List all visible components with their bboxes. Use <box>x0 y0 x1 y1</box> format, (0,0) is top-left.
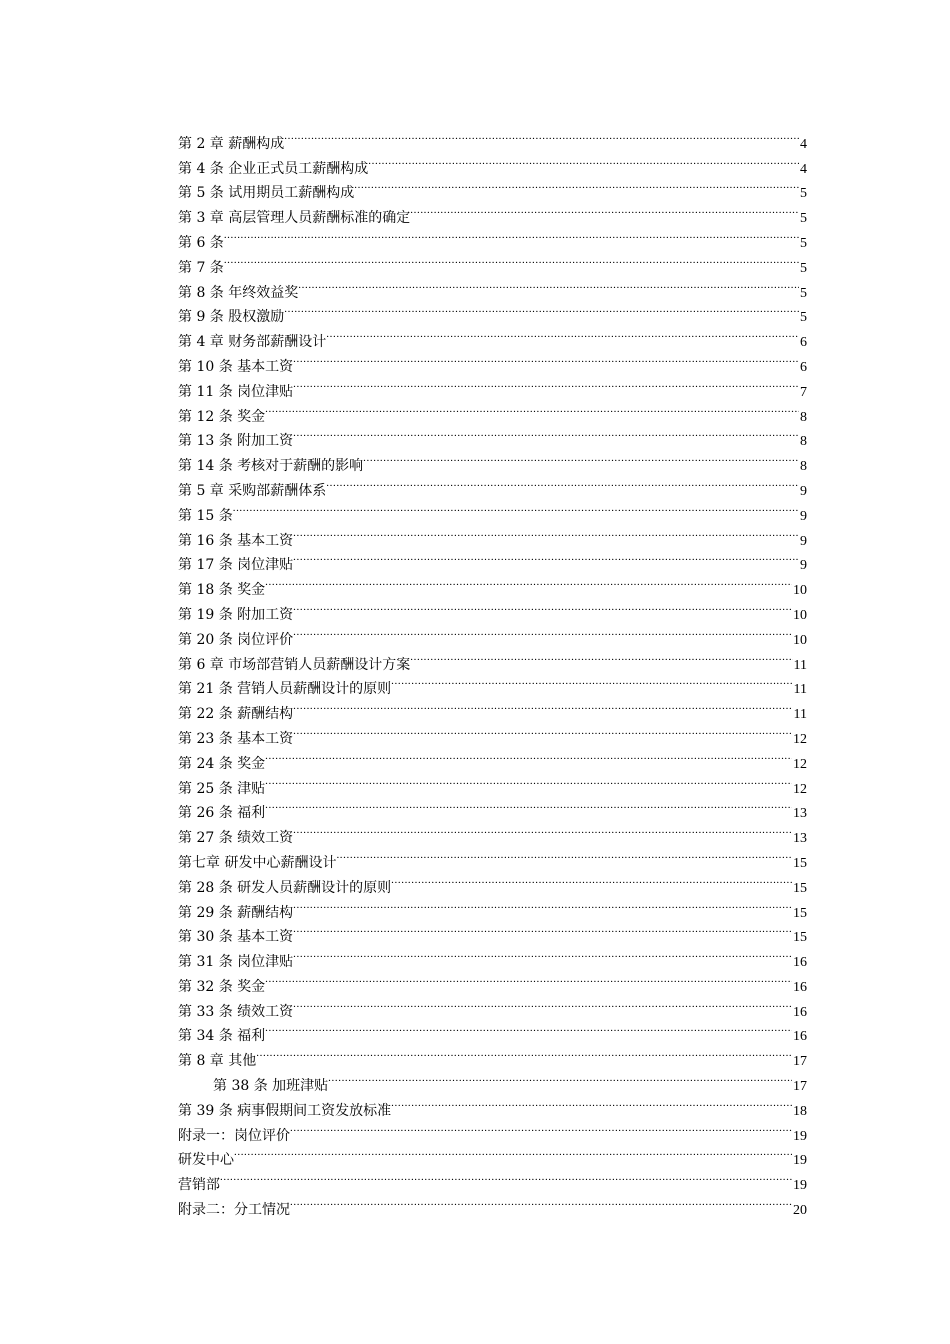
toc-entry[interactable] <box>178 396 807 425</box>
toc-entry-title: 第 25 条 津贴 <box>178 780 266 797</box>
toc-dot-leader <box>284 123 799 148</box>
toc-entry-page-number: 17 <box>793 1054 807 1070</box>
toc-dot-leader <box>391 1090 792 1115</box>
toc-entry-page-number: 5 <box>800 310 807 326</box>
toc-dot-leader <box>293 346 799 371</box>
toc-dot-leader <box>298 272 799 297</box>
toc-dot-leader <box>293 594 792 619</box>
toc-entry[interactable] <box>178 123 807 152</box>
toc-entry-page-number: 9 <box>800 533 807 549</box>
toc-entry-page-number: 17 <box>793 1079 807 1095</box>
toc-dot-leader <box>293 520 799 545</box>
toc-entry[interactable] <box>178 272 807 301</box>
toc-entry-title: 第 2 章 薪酬构成 <box>178 135 285 152</box>
toc-dot-leader <box>293 693 792 718</box>
toc-entry-page-number: 12 <box>793 781 807 797</box>
toc-entry-page-number: 19 <box>793 1178 807 1194</box>
toc-entry-page-number: 12 <box>793 731 807 747</box>
toc-dot-leader <box>256 1040 792 1065</box>
toc-entry-title: 第 8 条 年终效益奖 <box>178 284 299 301</box>
toc-entry[interactable] <box>178 768 807 797</box>
toc-entry[interactable] <box>178 569 807 599</box>
toc-entry-title: 第 15 条 <box>178 507 233 524</box>
toc-dot-leader <box>293 718 792 743</box>
toc-entry-page-number: 19 <box>793 1153 807 1169</box>
toc-entry-page-number: 5 <box>800 285 807 301</box>
toc-entry-page-number: 4 <box>800 161 807 177</box>
toc-dot-leader <box>336 842 792 867</box>
toc-entry-title: 第 12 条 奖金 <box>178 408 266 425</box>
toc-entry-title: 第 38 条 加班津贴 <box>213 1078 329 1095</box>
toc-entry-page-number: 5 <box>800 186 807 202</box>
toc-entry[interactable] <box>178 966 807 995</box>
toc-entry-title: 第 10 条 基本工资 <box>178 358 294 375</box>
table-of-contents <box>178 123 807 1219</box>
toc-entry-page-number: 11 <box>793 682 807 698</box>
toc-dot-leader <box>220 1164 792 1189</box>
toc-entry-page-number: 4 <box>800 136 807 152</box>
toc-entry-title: 第 16 条 基本工资 <box>178 532 294 549</box>
toc-dot-leader <box>293 892 792 917</box>
toc-dot-leader <box>265 743 792 768</box>
toc-entry[interactable] <box>178 1140 807 1169</box>
toc-entry-title: 第 26 条 福利 <box>178 805 266 822</box>
toc-entry-title: 第 4 章 财务部薪酬设计 <box>178 334 327 351</box>
toc-entry-page-number: 20 <box>793 1203 807 1219</box>
toc-entry-page-number: 8 <box>800 434 807 450</box>
toc-entry-page-number: 5 <box>800 235 807 251</box>
toc-dot-leader <box>265 768 792 793</box>
toc-dot-leader <box>293 371 799 396</box>
toc-entry-title: 第 34 条 福利 <box>178 1028 266 1045</box>
toc-entry[interactable] <box>178 594 807 623</box>
toc-entry[interactable] <box>178 222 807 251</box>
toc-dot-leader <box>293 421 799 446</box>
toc-entry[interactable] <box>178 1065 807 1095</box>
toc-dot-leader <box>265 793 792 818</box>
toc-dot-leader <box>326 321 799 346</box>
toc-entry-page-number: 10 <box>793 583 807 599</box>
toc-dot-leader <box>224 247 799 272</box>
toc-entry-page-number: 13 <box>793 806 807 822</box>
toc-entry-page-number: 6 <box>800 359 807 375</box>
toc-entry-page-number: 11 <box>793 657 807 673</box>
toc-entry-page-number: 6 <box>800 335 807 351</box>
toc-entry-title: 第 20 条 岗位评价 <box>178 631 294 648</box>
toc-entry-title: 第 28 条 研发人员薪酬设计的原则 <box>178 879 392 896</box>
toc-entry-page-number: 10 <box>793 632 807 648</box>
toc-dot-leader <box>265 966 792 991</box>
toc-dot-leader <box>290 1115 792 1140</box>
toc-entry-title: 附录一：岗位评价 <box>178 1127 290 1144</box>
toc-entry[interactable] <box>178 1016 807 1045</box>
toc-entry-page-number: 10 <box>793 607 807 623</box>
toc-dot-leader <box>233 495 799 520</box>
toc-dot-leader <box>391 669 792 694</box>
toc-entry-page-number: 16 <box>793 1004 807 1020</box>
toc-entry-page-number: 11 <box>793 707 807 723</box>
toc-entry-page-number: 8 <box>800 409 807 425</box>
toc-entry-title: 第 8 章 其他 <box>178 1053 257 1070</box>
toc-entry-title: 第 21 条 营销人员薪酬设计的原则 <box>178 681 392 698</box>
toc-entry[interactable] <box>178 1040 807 1070</box>
toc-entry-title: 附录二：分工情况 <box>178 1202 290 1219</box>
toc-entry-title: 第 18 条 奖金 <box>178 582 266 599</box>
toc-entry-title: 第 23 条 基本工资 <box>178 730 294 747</box>
toc-dot-leader <box>293 917 792 942</box>
toc-entry-title: 第七章 研发中心薪酬设计 <box>178 854 337 871</box>
toc-entry-page-number: 8 <box>800 459 807 475</box>
toc-entry-title: 第 30 条 基本工资 <box>178 929 294 946</box>
toc-entry-page-number: 9 <box>800 558 807 574</box>
toc-dot-leader <box>293 817 792 842</box>
toc-entry-title: 第 22 条 薪酬结构 <box>178 706 294 723</box>
toc-dot-leader <box>328 1065 792 1090</box>
toc-entry-title: 第 5 条 试用期员工薪酬构成 <box>178 185 355 202</box>
toc-entry-title: 第 17 条 岗位津贴 <box>178 557 294 574</box>
toc-entry-page-number: 18 <box>793 1103 807 1119</box>
toc-entry-page-number: 5 <box>800 260 807 276</box>
toc-dot-leader <box>224 222 799 247</box>
toc-entry[interactable] <box>178 1189 807 1219</box>
toc-entry-title: 第 29 条 薪酬结构 <box>178 904 294 921</box>
toc-dot-leader <box>410 644 792 669</box>
toc-entry-page-number: 5 <box>800 211 807 227</box>
toc-entry-page-number: 15 <box>793 855 807 871</box>
toc-dot-leader <box>265 396 799 421</box>
toc-entry-page-number: 19 <box>793 1128 807 1144</box>
toc-dot-leader <box>410 197 799 222</box>
toc-dot-leader <box>368 148 799 173</box>
toc-entry-title: 第 11 条 岗位津贴 <box>178 383 294 400</box>
toc-entry-title: 第 4 条 企业正式员工薪酬构成 <box>178 160 369 177</box>
toc-entry[interactable] <box>178 247 807 276</box>
toc-entry-page-number: 15 <box>793 930 807 946</box>
toc-dot-leader <box>326 470 799 495</box>
toc-entry-page-number: 15 <box>793 905 807 921</box>
toc-entry[interactable] <box>178 743 807 772</box>
toc-entry[interactable] <box>178 495 807 524</box>
toc-entry-title: 第 27 条 绩效工资 <box>178 830 294 847</box>
toc-entry-page-number: 12 <box>793 756 807 772</box>
toc-entry-title: 第 9 条 股权激励 <box>178 309 285 326</box>
toc-entry-title: 第 5 章 采购部薪酬体系 <box>178 482 327 499</box>
toc-entry[interactable] <box>178 793 807 822</box>
toc-dot-leader <box>363 445 799 470</box>
toc-entry-title: 第 33 条 绩效工资 <box>178 1003 294 1020</box>
toc-entry[interactable] <box>178 991 807 1020</box>
toc-entry-page-number: 9 <box>800 508 807 524</box>
toc-entry-page-number: 7 <box>800 384 807 400</box>
toc-entry-title: 第 31 条 岗位津贴 <box>178 954 294 971</box>
toc-entry-title: 第 14 条 考核对于薪酬的影响 <box>178 458 364 475</box>
toc-entry-title: 第 19 条 附加工资 <box>178 606 294 623</box>
toc-dot-leader <box>293 545 799 570</box>
toc-entry-title: 第 6 条 <box>178 234 224 251</box>
toc-entry[interactable] <box>178 817 807 847</box>
toc-dot-leader <box>293 619 792 644</box>
toc-entry-title: 营销部 <box>178 1177 220 1194</box>
toc-entry-title: 第 7 条 <box>178 259 224 276</box>
toc-dot-leader <box>391 867 792 892</box>
toc-dot-leader <box>284 297 799 322</box>
toc-dot-leader <box>354 173 799 198</box>
toc-entry[interactable] <box>178 421 807 450</box>
toc-entry-page-number: 16 <box>793 1029 807 1045</box>
toc-entry-page-number: 16 <box>793 979 807 995</box>
toc-entry-title: 第 3 章 高层管理人员薪酬标准的确定 <box>178 210 411 227</box>
toc-entry-title: 第 32 条 奖金 <box>178 978 266 995</box>
toc-dot-leader <box>293 941 792 966</box>
toc-entry-title: 第 13 条 附加工资 <box>178 433 294 450</box>
toc-entry-page-number: 15 <box>793 880 807 896</box>
toc-dot-leader <box>290 1189 792 1214</box>
toc-entry-title: 第 39 条 病事假期间工资发放标准 <box>178 1102 392 1119</box>
toc-entry-title: 第 6 章 市场部营销人员薪酬设计方案 <box>178 656 411 673</box>
toc-dot-leader <box>293 991 792 1016</box>
toc-entry-page-number: 9 <box>800 483 807 499</box>
toc-entry-page-number: 13 <box>793 831 807 847</box>
toc-entry-page-number: 16 <box>793 955 807 971</box>
toc-dot-leader <box>265 1016 792 1041</box>
toc-dot-leader <box>234 1140 792 1165</box>
toc-entry[interactable] <box>178 520 807 549</box>
toc-entry-title: 第 24 条 奖金 <box>178 755 266 772</box>
toc-entry-title: 研发中心 <box>178 1152 234 1169</box>
toc-dot-leader <box>265 569 792 594</box>
toc-entry[interactable] <box>178 1164 807 1194</box>
